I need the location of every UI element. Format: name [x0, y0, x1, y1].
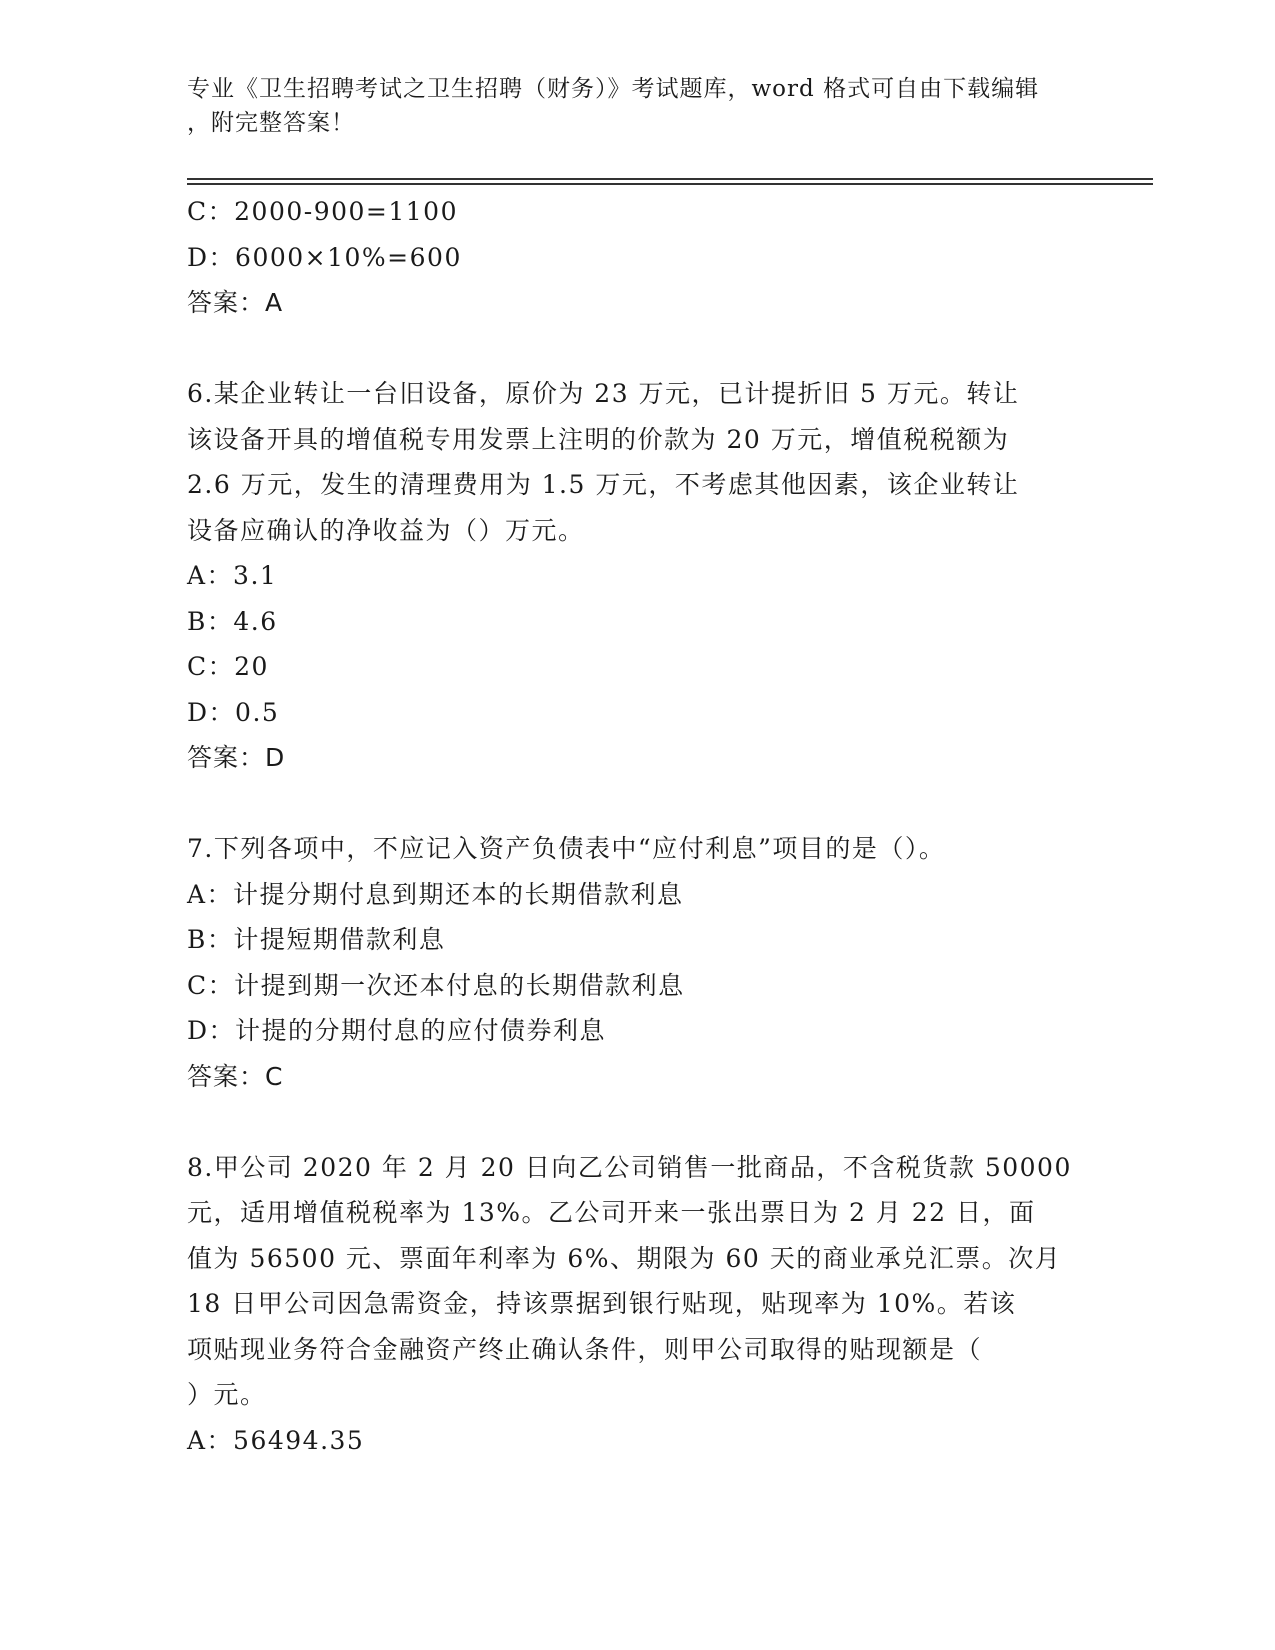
question-7: [187, 826, 1087, 1099]
header-title-line1: 专业《卫生招聘考试之卫生招聘（财务）》考试题库，word 格式可自由下载编辑: [187, 76, 1040, 102]
q8-stem-line: ）元。: [187, 1380, 267, 1409]
question-content: [187, 189, 1087, 1463]
q5-option-d: D：6000×10%=600: [187, 242, 462, 272]
q8-stem-line: 值为 56500 元、票面年利率为 6%、期限为 60 天的商业承兑汇票。次月: [187, 1243, 1062, 1273]
q6-option-b: B：4.6: [187, 606, 278, 636]
q7-option-a: A：计提分期付息到期还本的长期借款利息: [187, 879, 684, 909]
q8-stem-line: 8.甲公司 2020 年 2 月 20 日向乙公司销售一批商品，不含税货款 50000: [187, 1152, 1072, 1182]
header-divider-bottom: [187, 183, 1153, 185]
spacer: [187, 326, 1087, 372]
q6-answer: 答案：D: [187, 743, 286, 772]
q6-option-c: C：20: [187, 652, 269, 681]
q8-option-a: A：56494.35: [187, 1425, 365, 1455]
question-6: [187, 371, 1087, 781]
q5-option-c: C：2000-900=1100: [187, 197, 458, 226]
page-header: [187, 72, 1087, 140]
q5-answer: 答案：A: [187, 288, 284, 317]
header-title-line2: ，附完整答案！: [187, 110, 355, 136]
q6-option-a: A：3.1: [187, 561, 278, 590]
q8-stem-line: 项贴现业务符合金融资产终止确认条件，则甲公司取得的贴现额是（: [187, 1334, 983, 1364]
q6-option-d: D：0.5: [187, 697, 280, 727]
q7-stem: 7.下列各项中，不应记入资产负债表中“应付利息”项目的是（）。: [187, 834, 946, 863]
q7-option-c: C：计提到期一次还本付息的长期借款利息: [187, 970, 685, 1000]
question-8: [187, 1145, 1087, 1464]
q8-stem-line: 18 日甲公司因急需资金，持该票据到银行贴现，贴现率为 10%。若该: [187, 1289, 1017, 1318]
q8-stem-line: 元，适用增值税税率为 13%。乙公司开来一张出票日为 2 月 22 日，面: [187, 1198, 1036, 1227]
q6-stem-line: 6.某企业转让一台旧设备，原价为 23 万元，已计提折旧 5 万元。转让: [187, 379, 1020, 408]
spacer: [187, 781, 1087, 827]
header-divider-top: [187, 178, 1153, 180]
q6-stem-line: 该设备开具的增值税专用发票上注明的价款为 20 万元，增值税税额为: [187, 424, 1010, 454]
q7-option-b: B：计提短期借款利息: [187, 925, 446, 954]
q6-stem-line: 2.6 万元，发生的清理费用为 1.5 万元，不考虑其他因素，该企业转让: [187, 470, 1020, 499]
q7-answer: 答案：C: [187, 1061, 284, 1091]
spacer: [187, 1099, 1087, 1145]
q7-option-d: D：计提的分期付息的应付债券利息: [187, 1016, 607, 1045]
q6-stem-line: 设备应确认的净收益为（）万元。: [187, 515, 585, 545]
question-5-tail: [187, 189, 1087, 326]
